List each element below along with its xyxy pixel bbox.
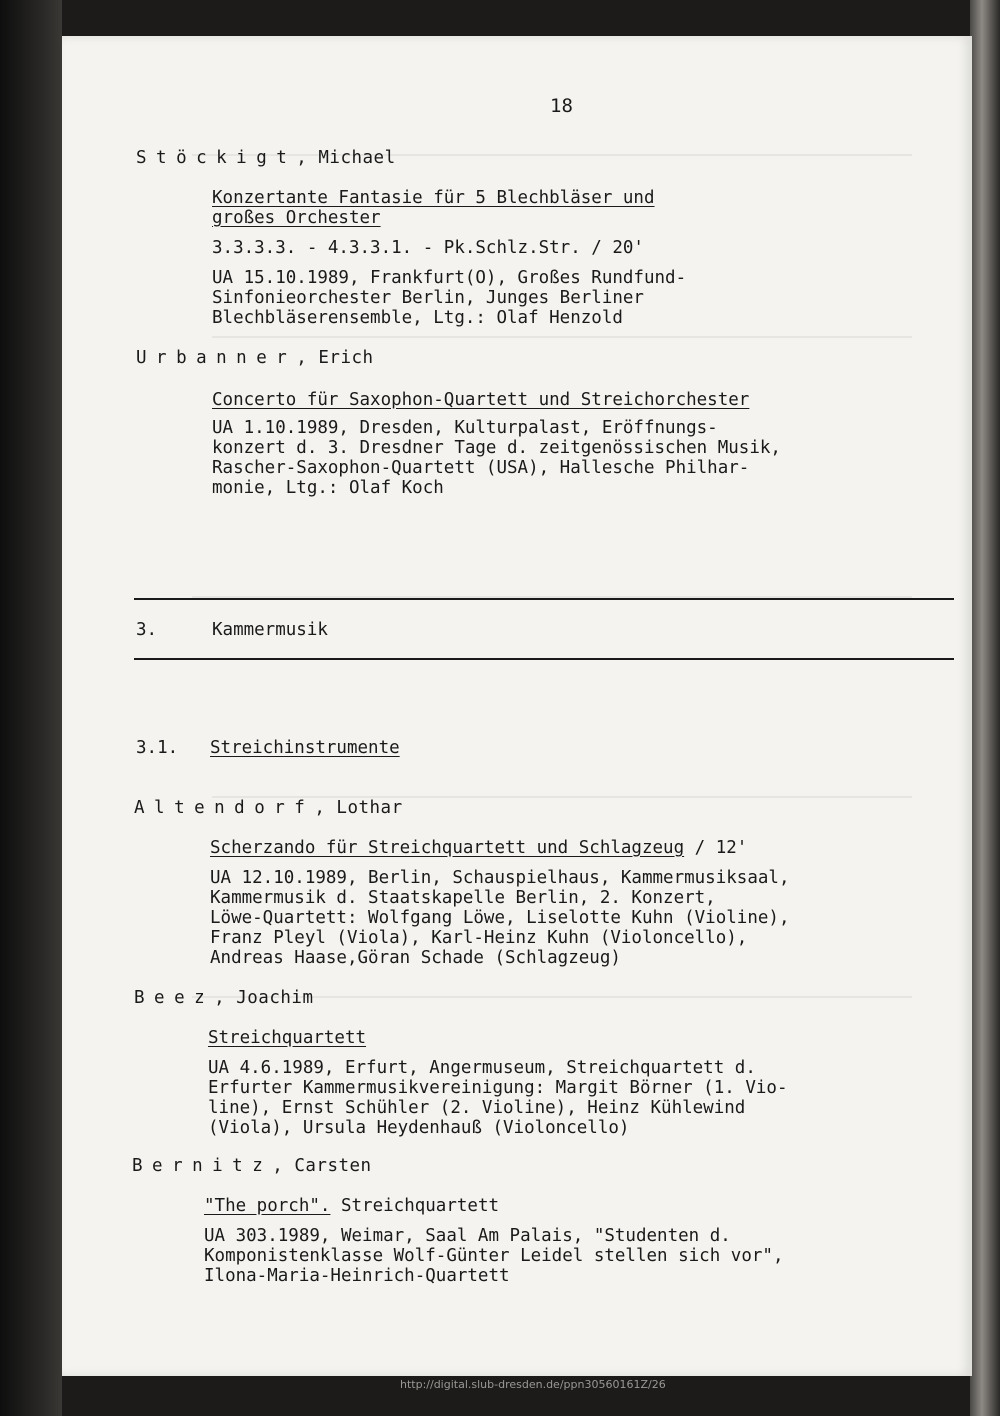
- premiere-line: Komponistenklasse Wolf-Günter Leidel stellen sich vor",: [204, 1246, 784, 1266]
- composer-surname: Bernitz: [132, 1156, 273, 1176]
- scanner-background-right: [970, 0, 1000, 1416]
- composer-firstname: Carsten: [294, 1156, 372, 1176]
- composer-firstname: Lothar: [336, 798, 403, 818]
- work-title-line: Konzertante Fantasie für 5 Blechbläser und: [212, 188, 655, 208]
- composer-heading-altendorf: Altendorf, Lothar: [134, 798, 403, 818]
- premiere-line: Rascher-Saxophon-Quartett (USA), Hallesche Philhar-: [212, 458, 750, 478]
- premiere-line: Erfurter Kammermusikvereinigung: Margit Börner (1. Vio-: [208, 1078, 788, 1098]
- composer-surname: Beez: [134, 988, 215, 1008]
- work-title-rest: Streichquartett: [330, 1196, 500, 1216]
- premiere-line: Sinfonieorchester Berlin, Junges Berliner: [212, 288, 644, 308]
- premiere-line: UA 303.1989, Weimar, Saal Am Palais, "Studenten d.: [204, 1226, 731, 1246]
- work-title: Scherzando für Streichquartett und Schlagzeug: [210, 838, 685, 858]
- premiere-line: Franz Pleyl (Viola), Karl-Heinz Kuhn (Violoncello),: [210, 928, 748, 948]
- work-title-line: Concerto für Saxophon-Quartett und Streichorchester: [212, 390, 750, 410]
- premiere-line: monie, Ltg.: Olaf Koch: [212, 478, 444, 498]
- premiere-line: (Viola), Ursula Heydenhauß (Violoncello): [208, 1118, 630, 1138]
- premiere-line: Blechbläserensemble, Ltg.: Olaf Henzold: [212, 308, 623, 328]
- premiere-line: Kammermusik d. Staatskapelle Berlin, 2. Konzert,: [210, 888, 716, 908]
- premiere-line: line), Ernst Schühler (2. Violine), Heinz Kühlewind: [208, 1098, 746, 1118]
- premiere-line: UA 12.10.1989, Berlin, Schauspielhaus, Kammermusiksaal,: [210, 868, 790, 888]
- composer-surname: Stöckigt: [136, 148, 297, 168]
- premiere-line: UA 1.10.1989, Dresden, Kulturpalast, Eröffnungs-: [212, 418, 718, 438]
- premiere-line: UA 4.6.1989, Erfurt, Angermuseum, Streichquartett d.: [208, 1058, 756, 1078]
- composer-firstname: Erich: [318, 348, 374, 368]
- composer-firstname: Michael: [318, 148, 396, 168]
- work-title-line: Streichquartett: [208, 1028, 367, 1048]
- chapter-number: 3.: [136, 620, 158, 640]
- composer-heading-stoeckigt: Stöckigt, Michael: [136, 148, 396, 168]
- scanner-background-left: [0, 0, 62, 1416]
- premiere-line: Andreas Haase,Göran Schade (Schlagzeug): [210, 948, 621, 968]
- premiere-line: Löwe-Quartett: Wolfgang Löwe, Liselotte Kuhn (Violine),: [210, 908, 790, 928]
- premiere-line: UA 15.10.1989, Frankfurt(O), Großes Rundfund-: [212, 268, 687, 288]
- document-page: [62, 36, 972, 1376]
- composer-surname: Urbanner: [136, 348, 297, 368]
- chapter-rule-top: [134, 598, 954, 600]
- premiere-line: Ilona-Maria-Heinrich-Quartett: [204, 1266, 510, 1286]
- subchapter-number: 3.1.: [136, 738, 179, 758]
- work-duration: / 12': [684, 838, 748, 858]
- instrumentation: 3.3.3.3. - 4.3.3.1. - Pk.Schlz.Str. / 20': [212, 238, 644, 258]
- work-title: "The porch".: [204, 1196, 331, 1216]
- page-number: 18: [550, 95, 573, 117]
- composer-firstname: Joachim: [236, 988, 314, 1008]
- chapter-title: Kammermusik: [212, 620, 328, 640]
- premiere-line: konzert d. 3. Dresdner Tage d. zeitgenössischen Musik,: [212, 438, 781, 458]
- page-content: [62, 36, 972, 1376]
- composer-heading-bernitz: Bernitz, Carsten: [132, 1156, 372, 1176]
- composer-heading-urbanner: Urbanner, Erich: [136, 348, 374, 368]
- chapter-rule-bottom: [134, 658, 954, 660]
- subchapter-title: Streichinstrumente: [210, 738, 400, 758]
- composer-heading-beez: Beez, Joachim: [134, 988, 314, 1008]
- source-url: http://digital.slub-dresden.de/ppn30560161Z/26: [400, 1378, 666, 1391]
- work-title-bernitz: [204, 1196, 499, 1216]
- work-title-line: großes Orchester: [212, 208, 381, 228]
- work-title-altendorf: [210, 838, 747, 858]
- composer-surname: Altendorf: [134, 798, 315, 818]
